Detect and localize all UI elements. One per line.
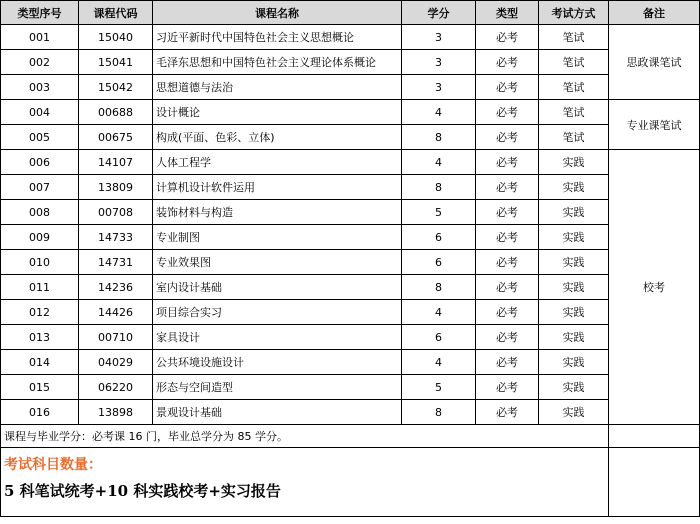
course-exam: 实践 bbox=[539, 275, 609, 300]
course-type: 必考 bbox=[476, 175, 539, 200]
course-exam: 实践 bbox=[539, 400, 609, 425]
course-name: 毛泽东思想和中国特色社会主义理论体系概论 bbox=[153, 50, 402, 75]
course-code: 15040 bbox=[79, 25, 153, 50]
header-name: 课程名称 bbox=[153, 1, 402, 25]
summary-note-cell bbox=[609, 425, 700, 448]
course-name: 计算机设计软件运用 bbox=[153, 175, 402, 200]
course-code: 14731 bbox=[79, 250, 153, 275]
course-seq: 005 bbox=[1, 125, 79, 150]
exam-count-text: 5 科笔试统考+10 科实践校考+实习报告 bbox=[4, 482, 281, 500]
course-seq: 002 bbox=[1, 50, 79, 75]
course-code: 13809 bbox=[79, 175, 153, 200]
course-seq: 004 bbox=[1, 100, 79, 125]
course-name: 思想道德与法治 bbox=[153, 75, 402, 100]
table-row bbox=[1, 100, 700, 125]
course-exam: 笔试 bbox=[539, 25, 609, 50]
table-row bbox=[1, 325, 700, 350]
course-exam: 笔试 bbox=[539, 125, 609, 150]
table-row bbox=[1, 300, 700, 325]
course-name: 专业效果图 bbox=[153, 250, 402, 275]
course-seq: 009 bbox=[1, 225, 79, 250]
course-code: 00708 bbox=[79, 200, 153, 225]
course-code: 14107 bbox=[79, 150, 153, 175]
course-seq: 013 bbox=[1, 325, 79, 350]
course-credit: 8 bbox=[402, 175, 476, 200]
course-note: 思政课笔试 bbox=[609, 25, 700, 100]
course-credit: 6 bbox=[402, 325, 476, 350]
course-type: 必考 bbox=[476, 100, 539, 125]
course-seq: 008 bbox=[1, 200, 79, 225]
course-code: 00688 bbox=[79, 100, 153, 125]
table-row bbox=[1, 400, 700, 425]
table-row bbox=[1, 175, 700, 200]
course-name: 室内设计基础 bbox=[153, 275, 402, 300]
course-exam: 实践 bbox=[539, 150, 609, 175]
exam-count-cell bbox=[1, 448, 609, 517]
course-credit: 8 bbox=[402, 400, 476, 425]
course-seq: 014 bbox=[1, 350, 79, 375]
course-code: 00710 bbox=[79, 325, 153, 350]
exam-count-label: 考试科目数量： bbox=[4, 457, 102, 473]
course-exam: 实践 bbox=[539, 300, 609, 325]
course-name: 设计概论 bbox=[153, 100, 402, 125]
course-note: 专业课笔试 bbox=[609, 100, 700, 150]
table-row bbox=[1, 375, 700, 400]
course-type: 必考 bbox=[476, 150, 539, 175]
course-type: 必考 bbox=[476, 300, 539, 325]
course-type: 必考 bbox=[476, 50, 539, 75]
header-type: 类型 bbox=[476, 1, 539, 25]
course-code: 14733 bbox=[79, 225, 153, 250]
course-type: 必考 bbox=[476, 250, 539, 275]
course-name: 习近平新时代中国特色社会主义思想概论 bbox=[153, 25, 402, 50]
course-name: 项目综合实习 bbox=[153, 300, 402, 325]
course-type: 必考 bbox=[476, 275, 539, 300]
course-type: 必考 bbox=[476, 400, 539, 425]
course-credit: 4 bbox=[402, 350, 476, 375]
course-type: 必考 bbox=[476, 375, 539, 400]
course-name: 人体工程学 bbox=[153, 150, 402, 175]
course-credit: 8 bbox=[402, 125, 476, 150]
course-code: 14236 bbox=[79, 275, 153, 300]
course-seq: 010 bbox=[1, 250, 79, 275]
table-row bbox=[1, 75, 700, 100]
header-note: 备注 bbox=[609, 1, 700, 25]
course-credit: 6 bbox=[402, 225, 476, 250]
course-exam: 笔试 bbox=[539, 100, 609, 125]
course-name: 家具设计 bbox=[153, 325, 402, 350]
course-code: 06220 bbox=[79, 375, 153, 400]
course-name: 专业制图 bbox=[153, 225, 402, 250]
course-seq: 015 bbox=[1, 375, 79, 400]
course-credit: 6 bbox=[402, 250, 476, 275]
course-credit: 4 bbox=[402, 300, 476, 325]
course-name: 装饰材料与构造 bbox=[153, 200, 402, 225]
exam-note-cell bbox=[609, 448, 700, 517]
course-exam: 实践 bbox=[539, 325, 609, 350]
course-credit: 3 bbox=[402, 75, 476, 100]
course-credit: 3 bbox=[402, 50, 476, 75]
course-code: 04029 bbox=[79, 350, 153, 375]
course-exam: 实践 bbox=[539, 225, 609, 250]
header-code: 课程代码 bbox=[79, 1, 153, 25]
course-exam: 实践 bbox=[539, 250, 609, 275]
course-exam: 实践 bbox=[539, 350, 609, 375]
table-row bbox=[1, 250, 700, 275]
course-code: 15042 bbox=[79, 75, 153, 100]
table-row bbox=[1, 275, 700, 300]
table-row bbox=[1, 25, 700, 50]
course-seq: 011 bbox=[1, 275, 79, 300]
course-type: 必考 bbox=[476, 350, 539, 375]
course-seq: 012 bbox=[1, 300, 79, 325]
course-seq: 007 bbox=[1, 175, 79, 200]
course-seq: 001 bbox=[1, 25, 79, 50]
course-credit: 8 bbox=[402, 275, 476, 300]
course-exam: 实践 bbox=[539, 200, 609, 225]
summary-row bbox=[1, 425, 700, 448]
course-exam: 笔试 bbox=[539, 50, 609, 75]
table-row bbox=[1, 225, 700, 250]
table-header-row bbox=[1, 1, 700, 25]
header-seq: 类型序号 bbox=[1, 1, 79, 25]
course-seq: 003 bbox=[1, 75, 79, 100]
course-type: 必考 bbox=[476, 225, 539, 250]
course-code: 13898 bbox=[79, 400, 153, 425]
table-row bbox=[1, 50, 700, 75]
table-row bbox=[1, 125, 700, 150]
exam-count-row bbox=[1, 448, 700, 517]
course-seq: 006 bbox=[1, 150, 79, 175]
table-row bbox=[1, 200, 700, 225]
header-exam: 考试方式 bbox=[539, 1, 609, 25]
course-credit: 5 bbox=[402, 200, 476, 225]
course-type: 必考 bbox=[476, 325, 539, 350]
credit-summary: 课程与毕业学分：必考课 16 门，毕业总学分为 85 学分。 bbox=[1, 425, 609, 448]
course-note: 校考 bbox=[609, 150, 700, 425]
course-exam: 实践 bbox=[539, 375, 609, 400]
course-type: 必考 bbox=[476, 25, 539, 50]
course-credit: 4 bbox=[402, 100, 476, 125]
course-credit: 4 bbox=[402, 150, 476, 175]
course-name: 构成(平面、色彩、立体) bbox=[153, 125, 402, 150]
course-name: 景观设计基础 bbox=[153, 400, 402, 425]
course-name: 形态与空间造型 bbox=[153, 375, 402, 400]
table-row bbox=[1, 350, 700, 375]
course-credit: 5 bbox=[402, 375, 476, 400]
course-credit: 3 bbox=[402, 25, 476, 50]
course-type: 必考 bbox=[476, 125, 539, 150]
course-code: 14426 bbox=[79, 300, 153, 325]
table-row bbox=[1, 150, 700, 175]
course-type: 必考 bbox=[476, 200, 539, 225]
course-type: 必考 bbox=[476, 75, 539, 100]
course-code: 15041 bbox=[79, 50, 153, 75]
header-credit: 学分 bbox=[402, 1, 476, 25]
course-exam: 笔试 bbox=[539, 75, 609, 100]
course-seq: 016 bbox=[1, 400, 79, 425]
course-name: 公共环境设施设计 bbox=[153, 350, 402, 375]
course-code: 00675 bbox=[79, 125, 153, 150]
course-exam: 实践 bbox=[539, 175, 609, 200]
